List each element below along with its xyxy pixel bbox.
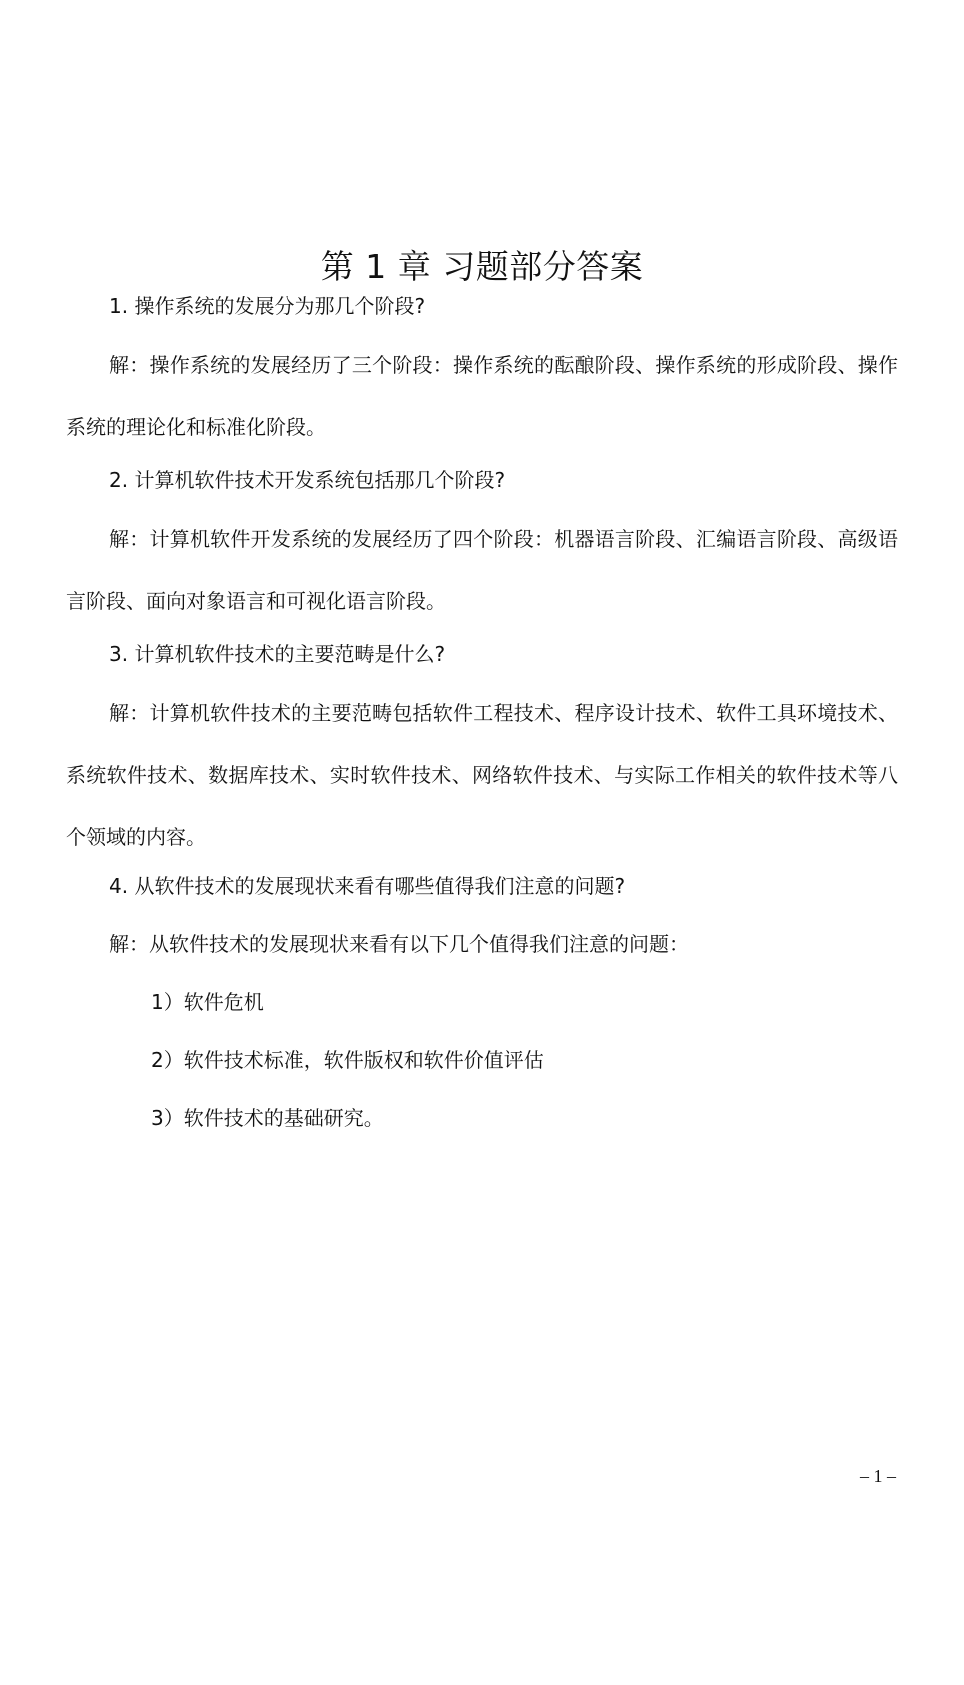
question-3: 3. 计算机软件技术的主要范畴是什么? xyxy=(109,642,446,666)
answer-3: 解：计算机软件技术的主要范畴包括软件工程技术、程序设计技术、软件工具环境技术、系统软件技术、数据库技术、实时软件技术、网络软件技术、与实际工作相关的软件技术等八个领域的内容。 xyxy=(66,701,898,849)
answer-4-list-item-1: 1）软件危机 xyxy=(151,990,264,1014)
page-number: – 1 – xyxy=(860,1466,896,1486)
answer-2: 解：计算机软件开发系统的发展经历了四个阶段：机器语言阶段、汇编语言阶段、高级语言阶段、面向对象语言和可视化语言阶段。 xyxy=(66,527,898,613)
question-2: 2. 计算机软件技术开发系统包括那几个阶段? xyxy=(109,468,506,492)
question-1: 1. 操作系统的发展分为那几个阶段? xyxy=(109,294,426,318)
answer-1: 解：操作系统的发展经历了三个阶段：操作系统的酝酿阶段、操作系统的形成阶段、操作系统的理论化和标准化阶段。 xyxy=(66,353,898,439)
answer-4-list-item-3: 3）软件技术的基础研究。 xyxy=(151,1106,384,1130)
answer-4: 解：从软件技术的发展现状来看有以下几个值得我们注意的问题： xyxy=(109,932,689,956)
chapter-title: 第 1 章 习题部分答案 xyxy=(320,247,644,286)
answer-4-list-item-2: 2）软件技术标准，软件版权和软件价值评估 xyxy=(151,1048,544,1072)
question-4: 4. 从软件技术的发展现状来看有哪些值得我们注意的问题? xyxy=(109,874,626,898)
